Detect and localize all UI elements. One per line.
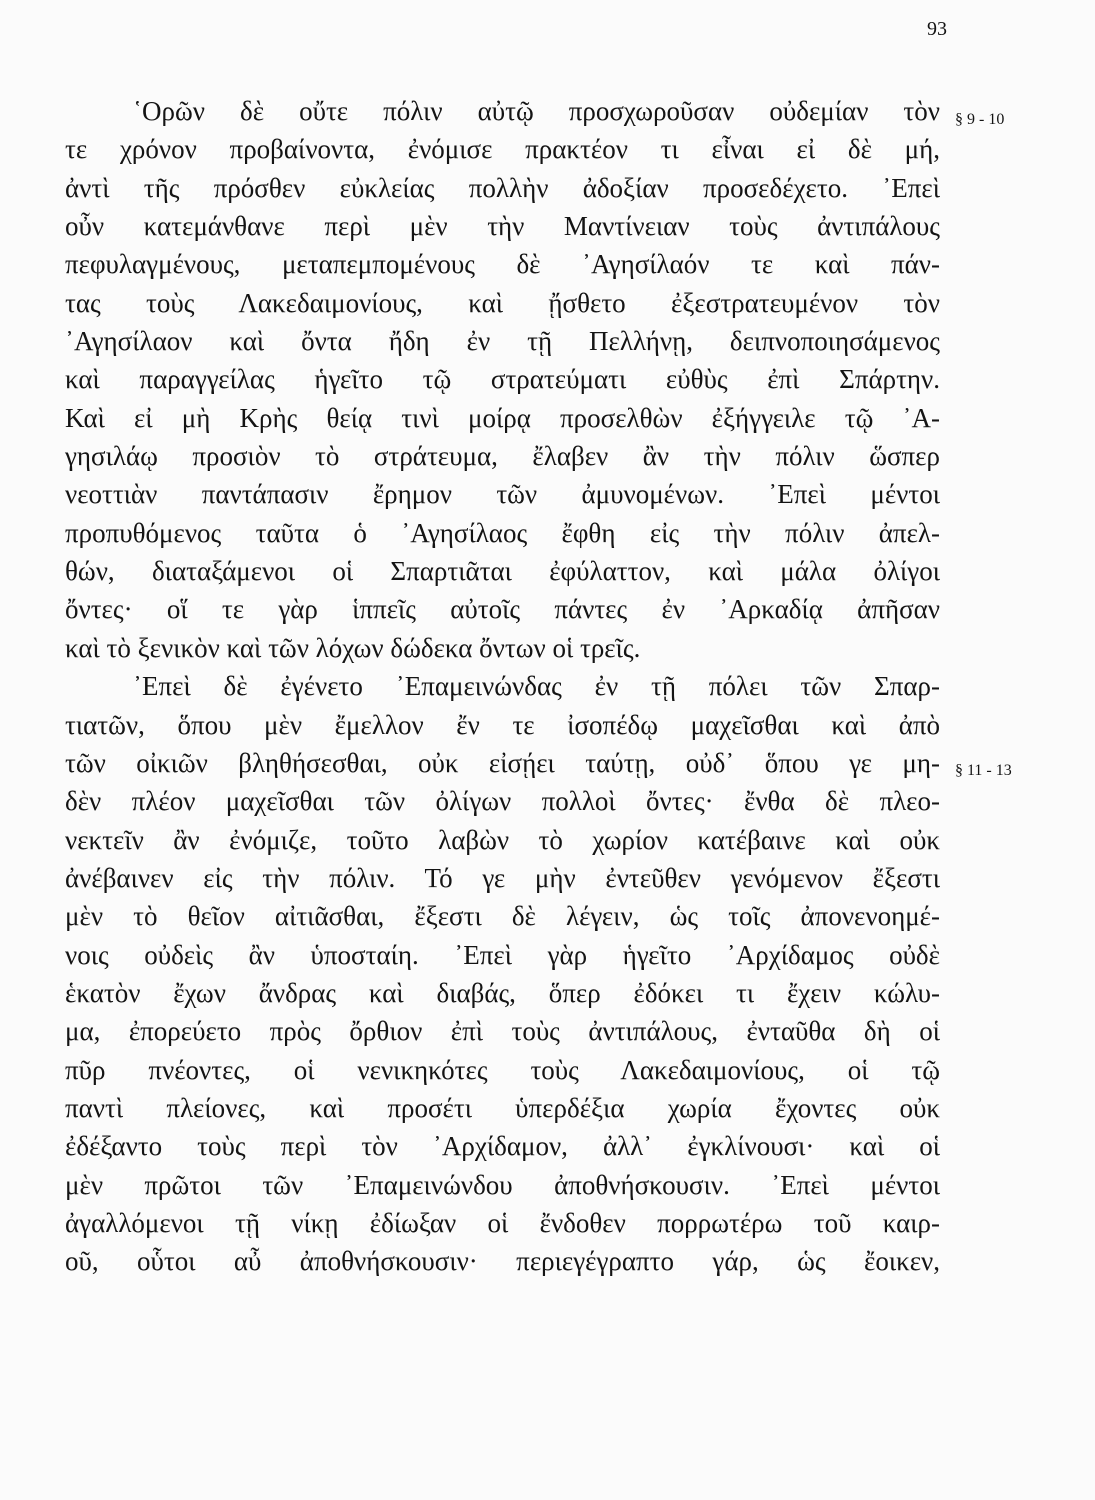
text-line: θών, διαταξάμενοι οἱ Σπαρτιᾶται ἐφύλαττον, καὶ μάλα ὀλίγοι bbox=[65, 556, 940, 587]
text-line: μα, ἐπορεύετο πρὸς ὄρθιον ἐπὶ τοὺς ἀντιπάλους, ἐνταῦθα δὴ οἱ bbox=[65, 1016, 940, 1047]
text-line: παντὶ πλείονες, καὶ προσέτι ὑπερδέξια χωρία ἔχοντες οὐκ bbox=[65, 1092, 940, 1123]
text-line: τιατῶν, ὅπου μὲν ἔμελλον ἔν τε ἰσοπέδῳ μαχεῖσθαι καὶ ἀπὸ bbox=[65, 709, 940, 740]
text-line: νεκτεῖν ἂν ἐνόμιζε, τοῦτο λαβὼν τὸ χωρίον κατέβαινε καὶ οὐκ bbox=[65, 824, 940, 855]
text-line: ἀντὶ τῆς πρόσθεν εὐκλείας πολλὴν ἀδοξίαν προσεδέχετο. ᾿Επεὶ bbox=[65, 172, 940, 203]
text-line: Καὶ εἰ μὴ Κρὴς θείᾳ τινὶ μοίρᾳ προσελθὼν ἐξήγγειλε τῷ ᾿Α- bbox=[65, 402, 940, 433]
text-line: καὶ παραγγείλας ἡγεῖτο τῷ στρατεύματι εὐθὺς ἐπὶ Σπάρτην. bbox=[65, 364, 940, 395]
text-line: οῦ, οὗτοι αὖ ἀποθνήσκουσιν· περιεγέγραπτο γάρ, ὡς ἔοικεν, bbox=[65, 1246, 940, 1277]
text-line: ἑκατὸν ἔχων ἄνδρας καὶ διαβάς, ὅπερ ἐδόκει τι ἔχειν κώλυ- bbox=[65, 977, 940, 1008]
text-line: νοις οὐδεὶς ἂν ὑποσταίη. ᾿Επεὶ γὰρ ἡγεῖτο ᾿Αρχίδαμος οὐδὲ bbox=[65, 939, 940, 970]
text-line: οὖν κατεμάνθανε περὶ μὲν τὴν Μαντίνειαν τοὺς ἀντιπάλους bbox=[65, 211, 940, 242]
text-line: ἐδέξαντο τοὺς περὶ τὸν ᾿Αρχίδαμον, ἀλλ᾿ ἐγκλίνουσι· καὶ οἱ bbox=[65, 1131, 940, 1162]
text-line: τῶν οἰκιῶν βληθήσεσθαι, οὐκ εἰσῄει ταύτῃ, οὐδ᾿ ὅπου γε μη- bbox=[65, 747, 940, 778]
section-marker: § 9 - 10 bbox=[955, 111, 1005, 128]
text-line: τε χρόνον προβαίνοντα, ἐνόμισε πρακτέον τι εἶναι εἰ δὲ μή, bbox=[65, 134, 940, 165]
text-line: τας τοὺς Λακεδαιμονίους, καὶ ᾔσθετο ἐξεστρατευμένον τὸν bbox=[65, 287, 940, 318]
text-line: προπυθόμενος ταῦτα ὁ ᾿Αγησίλαος ἔφθη εἰς τὴν πόλιν ἀπελ- bbox=[65, 517, 940, 548]
section-marker: § 11 - 13 bbox=[955, 762, 1012, 779]
text-line: ᾿Αγησίλαον καὶ ὄντα ἤδη ἐν τῇ Πελλήνῃ, δειπνοποιησάμενος bbox=[65, 326, 940, 357]
text-line: πῦρ πνέοντες, οἱ νενικηκότες τοὺς Λακεδαιμονίους, οἱ τῷ bbox=[65, 1054, 940, 1085]
main-text bbox=[65, 92, 940, 1281]
text-line: γησιλάῳ προσιὸν τὸ στράτευμα, ἔλαβεν ἂν τὴν πόλιν ὥσπερ bbox=[65, 441, 940, 472]
text-line: μὲν πρῶτοι τῶν ᾿Επαμεινώνδου ἀποθνήσκουσιν. ᾿Επεὶ μέντοι bbox=[65, 1169, 940, 1200]
text-line: δὲν πλέον μαχεῖσθαι τῶν ὀλίγων πολλοὶ ὄντες· ἔνθα δὲ πλεο- bbox=[65, 786, 940, 817]
text-line: ὄντες· οἵ τε γὰρ ἱππεῖς αὐτοῖς πάντες ἐν ᾿Αρκαδίᾳ ἀπῆσαν bbox=[65, 594, 940, 625]
text-line: νεοττιὰν παντάπασιν ἔρημον τῶν ἀμυνομένων. ᾿Επεὶ μέντοι bbox=[65, 479, 940, 510]
text-line: καὶ τὸ ξενικὸν καὶ τῶν λόχων δώδεκα ὄντων οἱ τρεῖς. bbox=[65, 632, 641, 663]
text-line: πεφυλαγμένους, μεταπεμπομένους δὲ ᾿Αγησίλαόν τε καὶ πάν- bbox=[65, 249, 940, 280]
text-line: ἀγαλλόμενοι τῇ νίκῃ ἐδίωξαν οἱ ἔνδοθεν πορρωτέρω τοῦ καιρ- bbox=[65, 1207, 940, 1238]
text-line: ῾Ορῶν δὲ οὔτε πόλιν αὐτῷ προσχωροῦσαν οὐδεμίαν τὸν bbox=[133, 96, 940, 126]
text-line: ᾿Επεὶ δὲ ἐγένετο ᾿Επαμεινώνδας ἐν τῇ πόλει τῶν Σπαρ- bbox=[133, 671, 940, 702]
page-number: 93 bbox=[927, 18, 947, 40]
text-line: μὲν τὸ θεῖον αἰτιᾶσθαι, ἔξεστι δὲ λέγειν, ὡς τοῖς ἀπονενοημέ- bbox=[65, 901, 940, 932]
text-line: ἀνέβαινεν εἰς τὴν πόλιν. Τό γε μὴν ἐντεῦθεν γενόμενον ἔξεστι bbox=[65, 862, 940, 893]
